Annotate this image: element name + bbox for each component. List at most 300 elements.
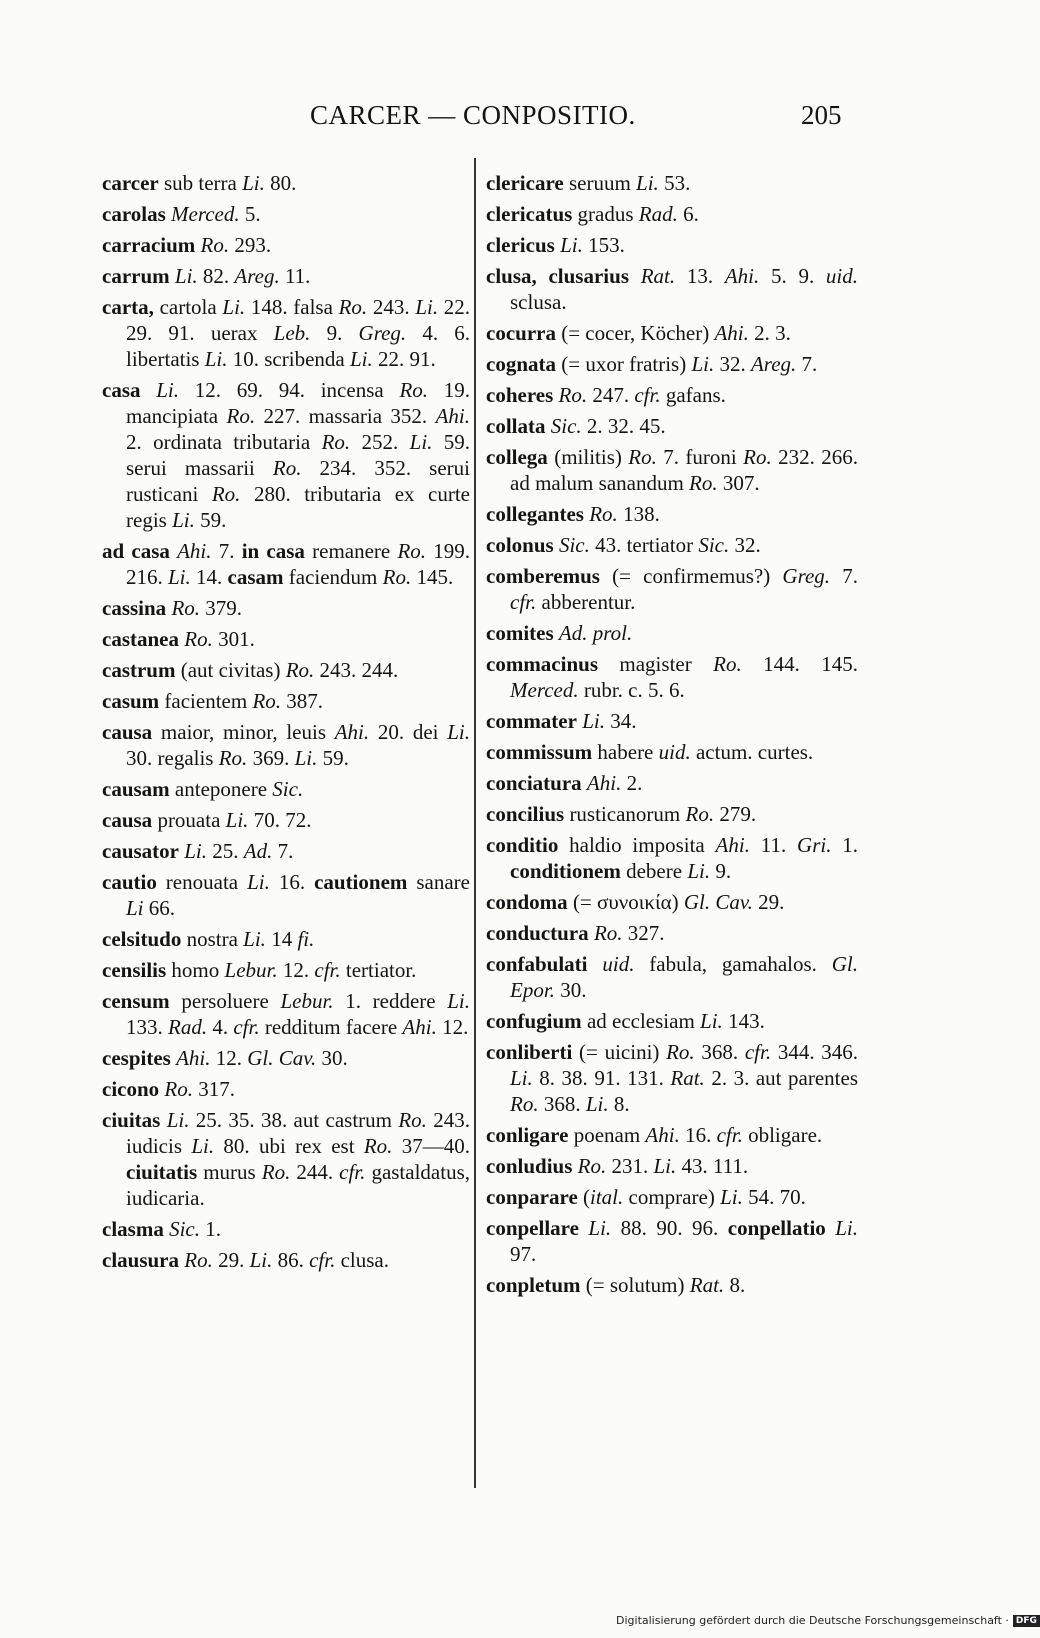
page-number: 205 [801,100,842,130]
source-abbrev: Li. [585,1092,609,1116]
entry-text: 53. [658,171,691,195]
entry-text: 369. [247,746,295,770]
entry-text: 344. 346. [771,1040,859,1064]
entry-text: 16. [679,1123,717,1147]
entry-text: 10. scribenda [227,347,350,371]
headword: censilis [102,958,167,982]
source-abbrev: Gl. Epor. [510,952,858,1002]
headword: commater [486,709,577,733]
entry-text: 30. [554,978,587,1002]
source-abbrev: Li. [653,1154,677,1178]
entry-text: 4. 6. libertatis [126,321,471,371]
entry-text: 227. massaria 352. [255,404,436,428]
entry-text: nostra [181,927,244,951]
dictionary-entry [102,957,470,983]
headword: conditio [486,833,559,857]
source-abbrev: Ro. [272,456,302,480]
entry-text: 54. 70. [742,1185,806,1209]
entry-text: 97. [510,1242,537,1266]
entry-text: 43. tertiator [589,533,699,557]
entry-text: 25. 35. 38. aut castrum [189,1108,399,1132]
dictionary-entry [486,651,858,703]
headword: carracium [102,233,196,257]
dictionary-entry [102,595,470,621]
headword: celsitudo [102,927,182,951]
source-abbrev: cfr. [510,590,537,614]
source-abbrev: Li. [447,720,470,744]
entry-text: 252. [350,430,410,454]
dictionary-entry [102,294,470,372]
headword: castanea [102,627,179,651]
entry-text: 243. iudicis [126,1108,471,1158]
headword: clericatus [486,202,573,226]
source-abbrev: cfr. [339,1160,366,1184]
entry-text: 11. [749,833,798,857]
source-abbrev: cfr. [233,1015,260,1039]
entry-text [826,1216,835,1240]
entry-text: 1. [199,1217,221,1241]
source-abbrev: Ro. [558,383,588,407]
dictionary-entry [486,351,858,377]
source-abbrev: Areg. [750,352,797,376]
entry-text: homo [166,958,225,982]
entry-text: 1. reddere [333,989,448,1013]
source-abbrev: Li. [409,430,433,454]
entry-text: 22. 29. 91. uerax [126,295,471,345]
entry-text: 243. [367,295,416,319]
entry-text: 368. [694,1040,745,1064]
entry-text: 80. [264,171,297,195]
entry-text: redditum facere [259,1015,403,1039]
source-abbrev: cfr. [309,1248,336,1272]
dictionary-entry [486,263,858,315]
entry-text: 19. mancipiata [126,378,471,428]
entry-text: 29. [752,890,785,914]
entry-text: 244. [290,1160,340,1184]
source-abbrev: Li. [243,927,266,951]
headword: commacinus [486,652,598,676]
headword: conpellare [486,1216,579,1240]
entry-text: haldio imposita [558,833,716,857]
headword: casam [227,565,284,589]
headword: cautionem [314,870,408,894]
source-abbrev: Rad. [638,202,678,226]
entry-text: 5. 9. [759,264,826,288]
headword: ad casa [102,539,170,563]
entry-text: maior, minor, leuis [152,720,335,744]
source-abbrev: Li. [225,808,249,832]
dictionary-entry [102,232,470,258]
headword: clusa, clusarius [486,264,629,288]
dictionary-entry [486,920,858,946]
headword: cicono [102,1077,160,1101]
dictionary-entry [102,170,470,196]
entry-text: 80. ubi rex est [214,1134,364,1158]
entry-text: 9. [710,859,732,883]
entry-text: (aut civitas) [175,658,286,682]
entry-text: 88. 90. 96. [611,1216,728,1240]
source-abbrev: uid. [602,952,635,976]
entry-text: abberentur. [536,590,636,614]
entry-text: 247. [587,383,635,407]
entry-text: rubr. c. 5. 6. [578,678,685,702]
source-abbrev: Ro. [252,689,282,713]
entry-text: 14. [190,565,228,589]
source-abbrev: Gl. Cav. [683,890,753,914]
source-abbrev: Li. [687,859,711,883]
entry-text: 20. dei [369,720,448,744]
source-abbrev: Ro. [218,746,248,770]
headword: conpellatio [727,1216,826,1240]
source-abbrev: Ro. [200,233,230,257]
entry-text: 16. [269,870,315,894]
entry-text: tertiator. [340,958,417,982]
entry-text: (militis) [547,445,629,469]
entry-text: (= uicini) [572,1040,667,1064]
source-abbrev: Ro. [743,445,772,469]
headword: comites [486,621,554,645]
left-column [102,170,470,1278]
entry-text: (= cocer, Köcher) [555,321,715,345]
dictionary-entry [102,201,470,227]
entry-text: (= confirmemus?) [599,564,783,588]
entry-text: gastaldatus, iudicaria. [126,1160,471,1210]
dictionary-entry [486,889,858,915]
headword: causam [102,777,170,801]
source-abbrev: Lebur. [280,989,334,1013]
headword: clericare [486,171,564,195]
entry-text: clusa. [335,1248,390,1272]
entry-text: 5. [239,202,261,226]
dictionary-entry [486,170,858,196]
entry-text: 37—40. [392,1134,470,1158]
dfg-logo: DFG [1013,1615,1040,1627]
source-abbrev: Li. [415,295,439,319]
entry-text: 30. [316,1046,348,1070]
entry-text: 9. [310,321,359,345]
entry-text: 22. 91. [372,347,436,371]
dictionary-entry [102,538,470,590]
entry-text [588,952,603,976]
dictionary-entry [486,739,858,765]
source-abbrev: Li. [168,565,191,589]
entry-text: 43. 111. [676,1154,749,1178]
headword: conludius [486,1154,573,1178]
headword: ciuitas [102,1108,161,1132]
entry-text: 143. [722,1009,765,1033]
source-abbrev: Ahi. [435,404,470,428]
entry-text: (= συνοικία) [567,890,684,914]
headword: coheres [486,383,554,407]
headword: cassina [102,596,167,620]
headword: conciatura [486,771,582,795]
source-abbrev: Ro. [321,430,351,454]
dictionary-entry [102,1045,470,1071]
headword: castrum [102,658,176,682]
source-abbrev: Li. [560,233,583,257]
source-abbrev: Ad. prol. [558,621,633,645]
source-abbrev: Sic. [272,777,304,801]
dictionary-entry [102,838,470,864]
entry-text: murus [197,1160,262,1184]
source-abbrev: Li. [247,870,270,894]
source-abbrev: Ro. [685,802,715,826]
source-abbrev: Ro. [211,482,241,506]
dictionary-entry [102,1107,470,1211]
entry-text: 7. [272,839,294,863]
source-abbrev: ital. [590,1185,624,1209]
source-abbrev: Ad. [243,839,273,863]
source-abbrev: Ro. [666,1040,695,1064]
entry-text: 144. 145. [741,652,859,676]
source-abbrev: Greg. [782,564,831,588]
source-abbrev: Li. [156,378,180,402]
source-abbrev: Ahi. [724,264,760,288]
dictionary-entry [486,1122,858,1148]
entry-text: 234. 352. serui rusticani [126,456,470,506]
entry-text: 8. [608,1092,630,1116]
dictionary-entry [486,620,858,646]
source-abbrev: Ro. [510,1092,539,1116]
source-abbrev: Ro. [577,1154,607,1178]
source-abbrev: Li. [636,171,659,195]
source-abbrev: Li. [204,347,228,371]
footer [616,1614,1040,1627]
entry-text: 279. [714,802,757,826]
entry-text: facientem [159,689,253,713]
headword: ciuitatis [126,1160,198,1184]
source-abbrev: cfr. [634,383,661,407]
dictionary-entry [102,263,470,289]
entry-text: 379. [200,596,243,620]
source-abbrev: Ro. [184,1248,213,1272]
source-abbrev: Li. [242,171,265,195]
source-abbrev: Ro. [589,502,618,526]
source-abbrev: uid. [658,740,691,764]
entry-text: cartola [153,295,223,319]
source-abbrev: Li. [174,264,198,288]
entry-text: 301. [212,627,255,651]
source-abbrev: Ro. [593,921,623,945]
entry-text: comprare) [623,1185,721,1209]
entry-text: 25. [207,839,244,863]
source-abbrev: Li. [349,347,373,371]
entry-text: 12. [210,1046,248,1070]
entry-text: 59. [194,508,227,532]
dictionary-entry [486,1184,858,1210]
source-abbrev: Li. [222,295,246,319]
entry-text: rusticanorum [564,802,686,826]
source-abbrev: Li. [582,709,605,733]
dictionary-entry [102,926,470,952]
headword: cocurra [486,321,556,345]
entry-text: 11. [279,264,311,288]
headword: comberemus [486,564,600,588]
headword: casa [102,378,141,402]
source-abbrev: Rat. [670,1066,705,1090]
entry-text: fabula, gamahalos. [634,952,832,976]
entry-text: 12. [277,958,315,982]
entry-text: (= solutum) [580,1273,690,1297]
entry-text: 66. [143,896,176,920]
dictionary-entry [486,382,858,408]
dictionary-entry [486,563,858,615]
entry-text: 86. [272,1248,310,1272]
dictionary-entry [486,1272,858,1298]
source-abbrev: Sic. [169,1217,200,1241]
dictionary-entry [486,1153,858,1179]
headword: concilius [486,802,565,826]
entry-text: 59. serui massarii [126,430,471,480]
source-abbrev: Rat. [640,264,676,288]
entry-text: 231. [606,1154,654,1178]
source-abbrev: Ahi. [402,1015,437,1039]
source-abbrev: Rat. [689,1273,725,1297]
entry-text: sclusa. [510,290,567,314]
entry-text: 2. ordinata tributaria [126,430,322,454]
source-abbrev: uid. [825,264,858,288]
dictionary-entry [102,688,470,714]
source-abbrev: Ahi. [645,1123,680,1147]
entry-text: debere [620,859,688,883]
source-abbrev: Rad. [168,1015,208,1039]
entry-text [141,378,157,402]
headword: in casa [241,539,305,563]
entry-text: 2. 3. aut parentes [704,1066,858,1090]
entry-text: gafans. [660,383,726,407]
source-abbrev: Ro. [285,658,315,682]
entry-text: prouata [152,808,226,832]
headword: clausura [102,1248,180,1272]
source-abbrev: cfr. [744,1040,772,1064]
entry-text [579,1216,588,1240]
headword: collegantes [486,502,584,526]
headword: confabulati [486,952,588,976]
entry-text: sub terra [158,171,243,195]
headword: conditionem [510,859,621,883]
entry-text: 138. [617,502,660,526]
dictionary-entry [102,626,470,652]
dictionary-entry [486,1215,858,1267]
entry-text: 29. [212,1248,250,1272]
dictionary-entry [102,719,470,771]
source-abbrev: Ro. [398,1108,427,1132]
page-header [0,100,1000,140]
dictionary-entry [486,320,858,346]
source-abbrev: Li. [172,508,195,532]
entry-text: 7. [211,539,242,563]
source-abbrev: fi. [297,927,315,951]
headword: cautio [102,870,157,894]
headword: causa [102,808,153,832]
entry-text: renouata [156,870,248,894]
entry-text: 387. [281,689,324,713]
source-abbrev: Li. [835,1216,859,1240]
source-abbrev: Ro. [338,295,368,319]
dictionary-entry [486,801,858,827]
entry-text: 148. falsa [245,295,339,319]
dictionary-entry [102,988,470,1040]
source-abbrev: Li. [184,839,208,863]
right-column [486,170,858,1303]
dictionary-entry [486,1008,858,1034]
entry-text: gradus [572,202,639,226]
source-abbrev: Ahi. [176,1046,211,1070]
headword: causator [102,839,179,863]
headword: casum [102,689,160,713]
headword: conpletum [486,1273,581,1297]
source-abbrev: Ro. [397,539,427,563]
headword: condoma [486,890,568,914]
entry-text: 7. furoni [656,445,744,469]
source-abbrev: Ro. [399,378,429,402]
source-abbrev: Areg. [234,264,280,288]
dictionary-entry [102,869,470,921]
headword: cespites [102,1046,171,1070]
source-abbrev: Sic. [698,533,730,557]
source-abbrev: Ahi. [177,539,212,563]
entry-text: 7. [830,564,858,588]
entry-text: 7. [796,352,818,376]
entry-text: 317. [192,1077,235,1101]
entry-text: anteponere [169,777,273,801]
dictionary-entry [486,201,858,227]
source-abbrev: Greg. [358,321,407,345]
entry-text: 32. [714,352,751,376]
headword: conliberti [486,1040,573,1064]
source-abbrev: Ro. [713,652,742,676]
entry-text: ad ecclesiam [581,1009,701,1033]
entry-text: obligare. [742,1123,823,1147]
entry-text: 30. regalis [126,746,219,770]
source-abbrev: Leb. [273,321,311,345]
dictionary-entry [486,532,858,558]
headword: carolas [102,202,166,226]
column-divider [474,158,476,1488]
source-abbrev: Ahi. [714,321,749,345]
entry-text: ( [577,1185,591,1209]
headword: carcer [102,171,159,195]
source-abbrev: Li. [588,1216,612,1240]
dictionary-entry [486,832,858,884]
dictionary-entry [102,657,470,683]
entry-text: 12. 69. 94. incensa [179,378,400,402]
entry-text: 4. [207,1015,234,1039]
entry-text: 243. 244. [314,658,399,682]
source-abbrev: Li [126,896,144,920]
entry-text: 8. [724,1273,746,1297]
entry-text: poenam [568,1123,646,1147]
entry-text: 13. [675,264,725,288]
entry-text: persoluere [169,989,281,1013]
headword: commissum [486,740,593,764]
source-abbrev: Ro. [184,627,213,651]
headword: censum [102,989,170,1013]
source-abbrev: Ro. [363,1134,393,1158]
source-abbrev: Ro. [689,471,718,495]
dictionary-entry [486,232,858,258]
source-abbrev: Li. [700,1009,723,1033]
entry-text: 368. [538,1092,586,1116]
entry-text: sanare [407,870,470,894]
entry-text: 6. [677,202,699,226]
entry-text: 2. 32. 45. [581,414,666,438]
entry-text: 153. [582,233,625,257]
entry-text: 1. [831,833,859,857]
entry-text: 14 [265,927,298,951]
entry-text: 34. [604,709,637,733]
entry-text: 293. [229,233,272,257]
